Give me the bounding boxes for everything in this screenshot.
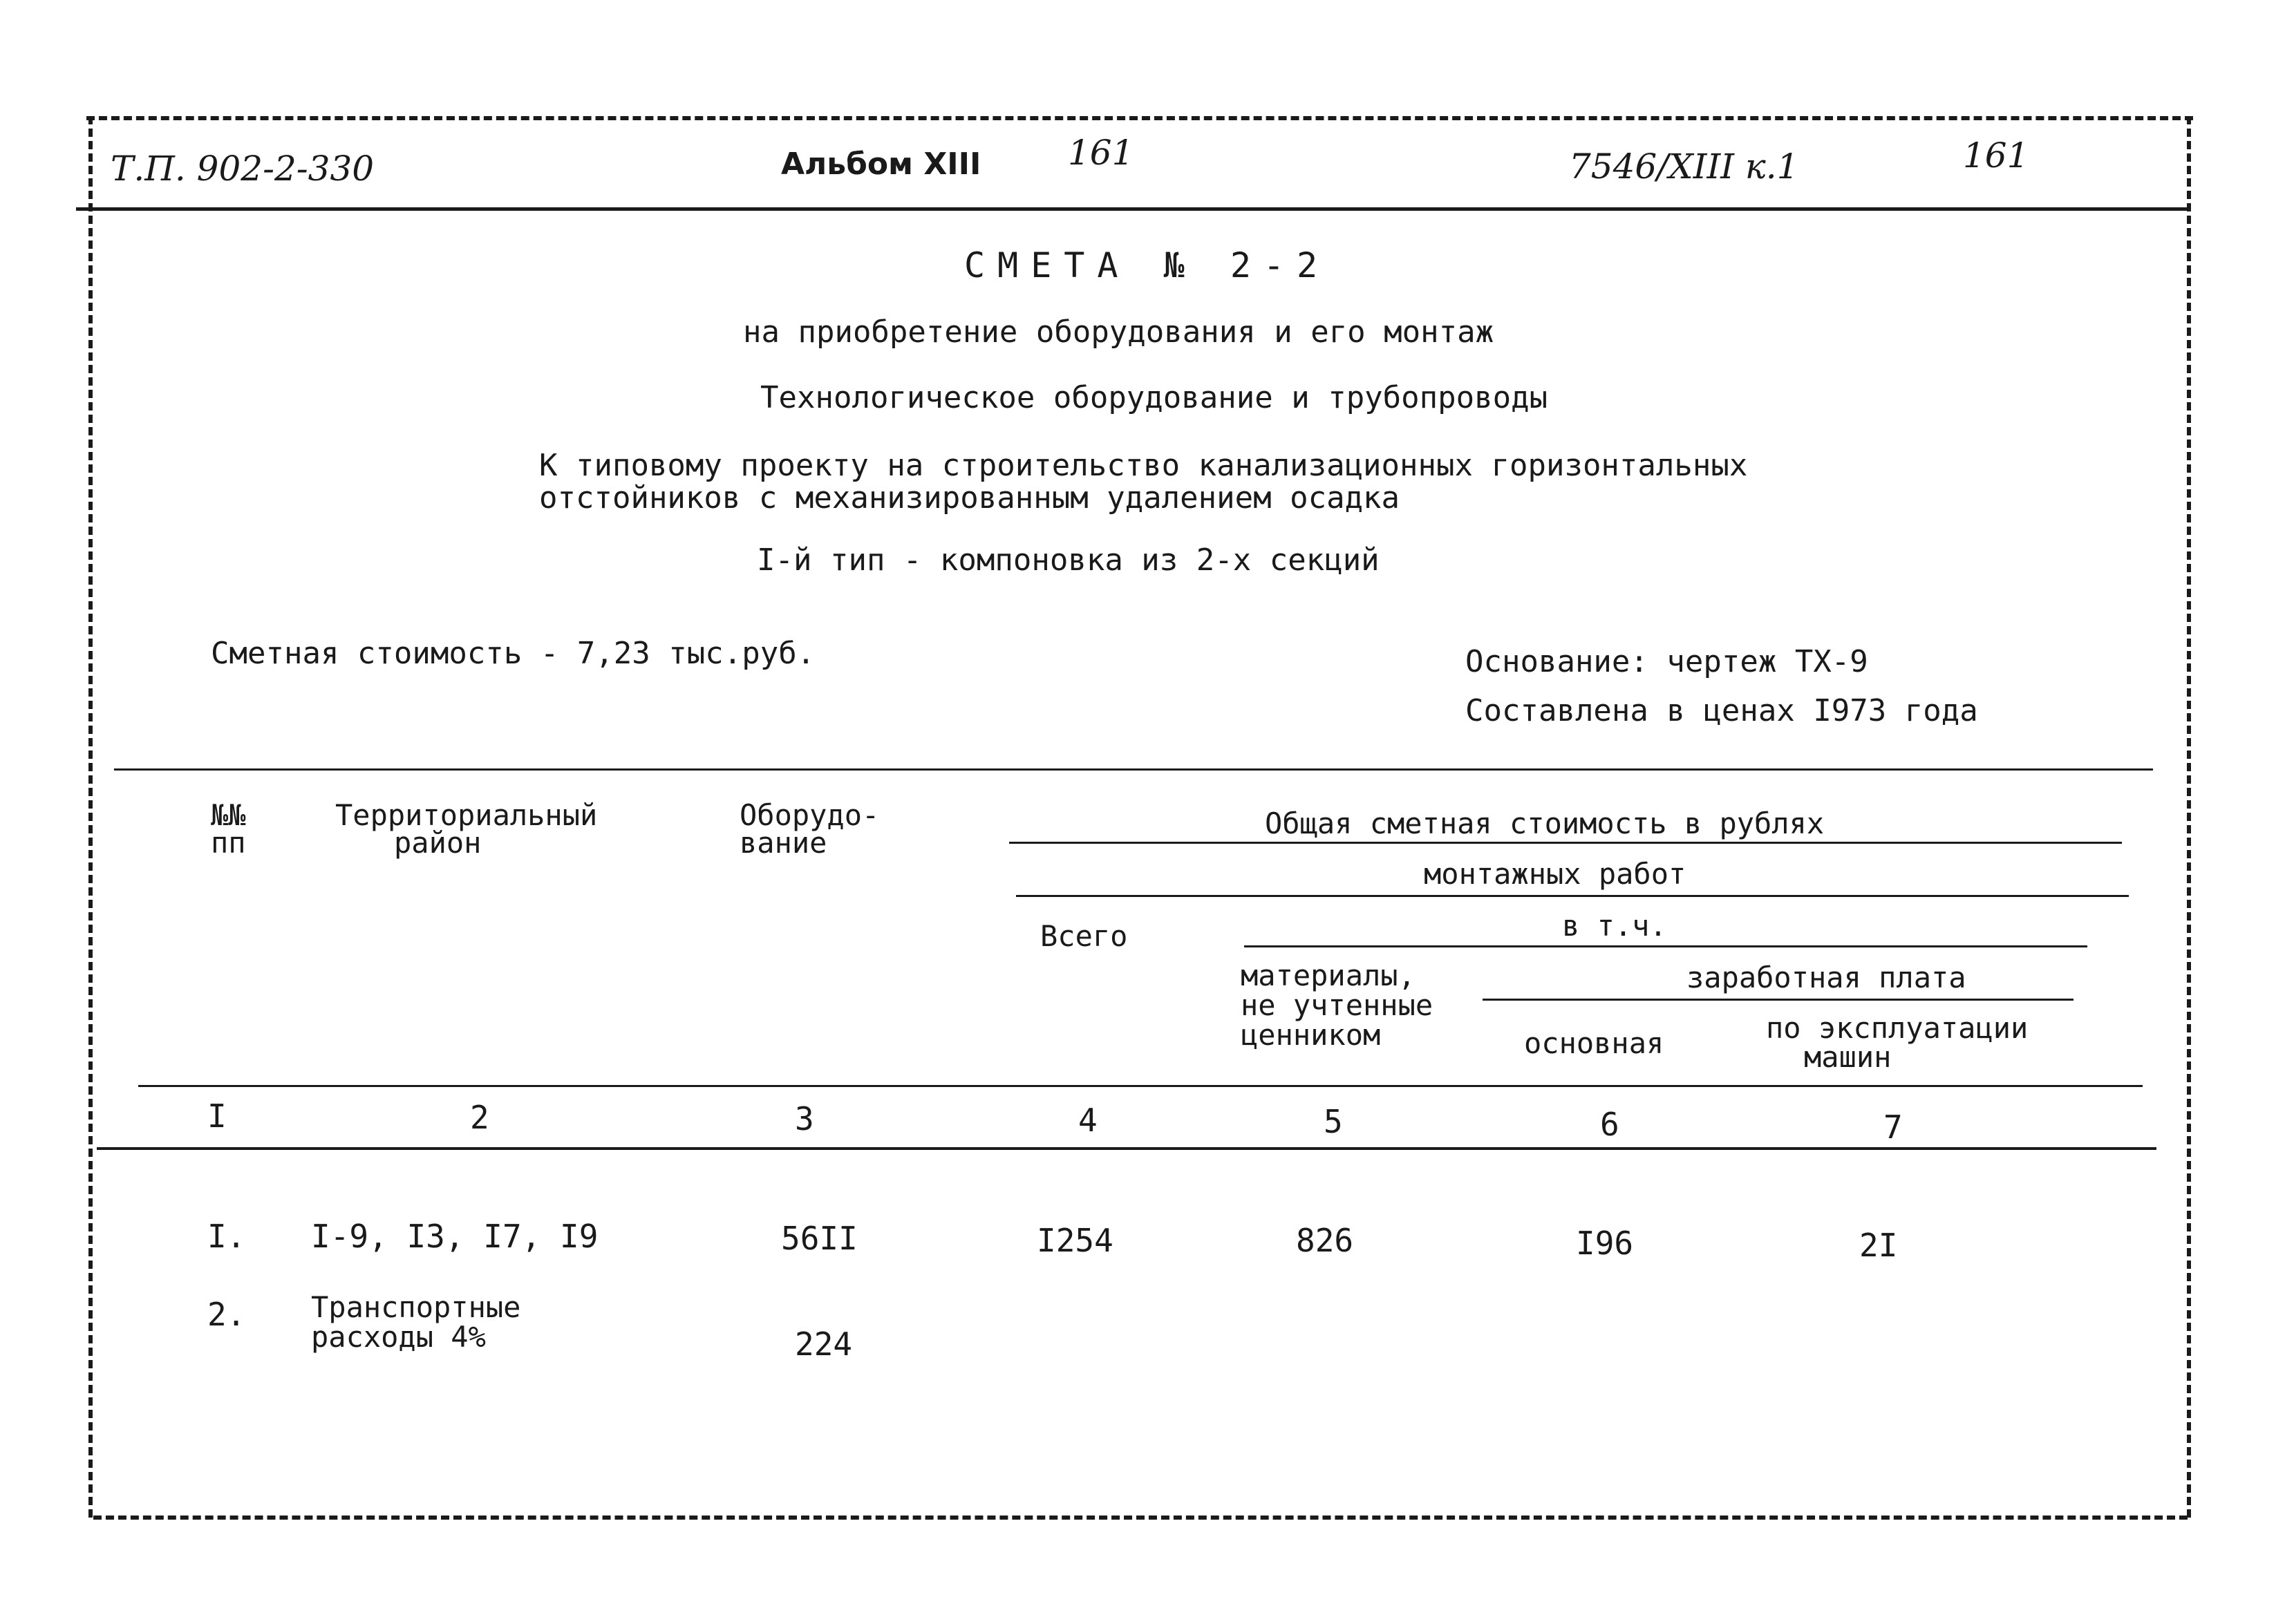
col-number-2: 2 xyxy=(470,1099,489,1136)
archive-code: 7546/XIII к.1 xyxy=(1569,147,1799,187)
header-bottom-rule xyxy=(138,1085,2143,1087)
header-materials-a: материалы, xyxy=(1241,959,1416,992)
header-wages: заработная плата xyxy=(1686,961,1966,994)
header-materials-b: не учтенные xyxy=(1241,988,1433,1022)
header-install: монтажных работ xyxy=(1424,857,1686,891)
header-machines-a: по эксплуатации xyxy=(1766,1011,2029,1045)
col-number-5: 5 xyxy=(1324,1103,1343,1140)
header-machines-b: машин xyxy=(1804,1040,1892,1074)
col-number-7: 7 xyxy=(1883,1108,1903,1146)
col-number-4: 4 xyxy=(1078,1102,1098,1139)
header-num-a: №№ xyxy=(211,798,246,832)
col-number-6: 6 xyxy=(1600,1106,1619,1143)
header-region-b: район xyxy=(394,826,482,860)
project-code: Т.П. 902-2-330 xyxy=(111,149,375,189)
header-num-b: пп xyxy=(211,826,246,860)
header-all: Всего xyxy=(1040,919,1128,953)
row-2-region-a: Транспортные xyxy=(311,1290,521,1324)
header-equipment-b: вание xyxy=(740,826,827,860)
rule-total-cost xyxy=(1009,842,2122,844)
header-region-a: Территориальный xyxy=(335,798,598,832)
page-number-left: 161 xyxy=(1068,133,1134,173)
header-total-cost: Общая сметная стоимость в рублях xyxy=(1265,806,1825,840)
col-numbers-rule xyxy=(97,1147,2156,1150)
row-1-basic-wages: I96 xyxy=(1576,1225,1634,1262)
title-line-3b: отстойников с механизированным удалением осадка xyxy=(539,480,1400,516)
row-2-equipment: 224 xyxy=(795,1325,853,1363)
table-top-rule xyxy=(114,768,2153,771)
stamp-divider xyxy=(76,207,2191,211)
page-number-right: 161 xyxy=(1963,135,2029,176)
title-line-3a: К типовому проекту на строительство канализационных горизонтальных xyxy=(539,448,1748,483)
price-level-note: Составлена в ценах I973 года xyxy=(1465,693,1978,728)
frame-left-border xyxy=(88,116,93,1518)
estimated-cost: Сметная стоимость - 7,23 тыс.руб. xyxy=(211,636,816,671)
row-1-materials: 826 xyxy=(1296,1222,1354,1259)
frame-top-border xyxy=(86,116,2193,120)
row-2-num: 2. xyxy=(207,1296,246,1333)
frame-right-border xyxy=(2187,116,2191,1518)
rule-install xyxy=(1016,895,2129,897)
header-incl: в т.ч. xyxy=(1562,909,1667,943)
row-1-equipment: 56II xyxy=(781,1220,858,1257)
col-number-3: 3 xyxy=(795,1100,814,1137)
row-1-region: I-9, I3, I7, I9 xyxy=(311,1218,599,1255)
title-line-2: Технологическое оборудование и трубопроводы xyxy=(760,380,1548,415)
rule-incl xyxy=(1244,945,2087,947)
header-materials-c: ценником xyxy=(1241,1018,1381,1052)
row-1-machine-wages: 2I xyxy=(1859,1227,1898,1264)
col-number-1: I xyxy=(207,1097,227,1135)
header-basic: основная xyxy=(1524,1026,1664,1060)
frame-bottom-border xyxy=(93,1516,2188,1520)
rule-wages xyxy=(1483,999,2074,1001)
header-equipment-a: Оборудо- xyxy=(740,798,880,832)
row-1-total: I254 xyxy=(1037,1222,1113,1259)
row-1-num: I. xyxy=(207,1218,246,1255)
basis-note: Основание: чертеж ТХ-9 xyxy=(1465,644,1868,679)
title-line-4: I-й тип - компоновка из 2-х секций xyxy=(757,542,1380,578)
document-title: СМЕТА № 2-2 xyxy=(964,245,1330,285)
row-2-region-b: расходы 4% xyxy=(311,1320,486,1354)
title-line-1: на приобретение оборудования и его монтаж xyxy=(743,314,1494,350)
album-label: Альбом XIII xyxy=(781,147,981,182)
